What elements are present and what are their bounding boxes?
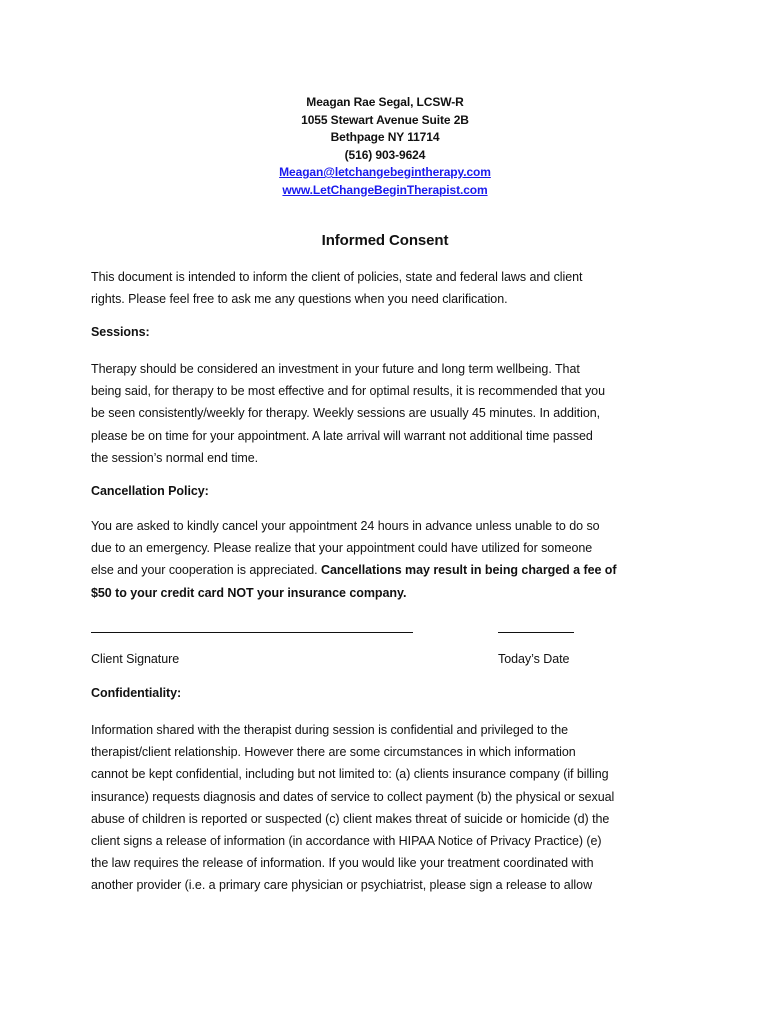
- confidentiality-line: client signs a release of information (in accordance with HIPAA Notice of Privacy Practice) (e): [91, 834, 602, 849]
- cancellation-text: else and your cooperation is appreciated.: [91, 563, 321, 578]
- letterhead: [0, 94, 770, 199]
- website-link[interactable]: www.LetChangeBeginTherapist.com: [282, 182, 488, 197]
- confidentiality-line: the law requires the release of information. If you would like your treatment coordinated with: [91, 856, 594, 871]
- cancellation-heading: Cancellation Policy:: [91, 484, 209, 498]
- cancellation-line: due to an emergency. Please realize that your appointment could have utilized for someone: [91, 541, 593, 556]
- city-address: Bethpage NY 11714: [330, 130, 440, 144]
- client-signature-label: Client Signature: [91, 652, 180, 666]
- document-title: Informed Consent: [321, 232, 449, 249]
- confidentiality-line: therapist/client relationship. However there are some circumstances in which information: [91, 745, 576, 760]
- confidentiality-line: cannot be kept confidential, including but not limited to: (a) clients insurance company (if billing: [91, 767, 609, 782]
- street-address: 1055 Stewart Avenue Suite 2B: [301, 112, 469, 127]
- sessions-line: being said, for therapy to be most effective and for optimal results, it is recommended that you: [91, 384, 605, 399]
- cancellation-fee-amount: $50 to your credit card NOT your insurance company.: [91, 585, 407, 600]
- confidentiality-line: another provider (i.e. a primary care physician or psychiatrist, please sign a release to allow: [91, 878, 593, 893]
- sessions-line: be seen consistently/weekly for therapy. Weekly sessions are usually 45 minutes. In addition,: [91, 406, 601, 421]
- confidentiality-line: abuse of children is reported or suspected (c) client makes threat of suicide or homicide (d) the: [91, 811, 610, 826]
- date-line[interactable]: [498, 632, 574, 633]
- sessions-line: please be on time for your appointment. A late arrival will warrant not additional time passed: [91, 428, 593, 443]
- confidentiality-heading: Confidentiality:: [91, 686, 182, 700]
- intro-line: This document is intended to inform the client of policies, state and federal laws and client: [91, 270, 583, 284]
- sessions-heading: Sessions:: [91, 325, 150, 339]
- cancellation-line: [91, 559, 691, 581]
- confidentiality-line: insurance) requests diagnosis and dates of service to collect payment (b) the physical or sexual: [91, 789, 615, 804]
- cancellation-fee-warning: Cancellations may result in being charged a fee of: [321, 563, 617, 578]
- cancellation-line: You are asked to kindly cancel your appointment 24 hours in advance unless unable to do so: [91, 519, 600, 533]
- date-label: Today’s Date: [498, 652, 570, 666]
- client-signature-line[interactable]: [91, 632, 413, 633]
- therapist-name: Meagan Rae Segal, LCSW-R: [306, 95, 464, 109]
- confidentiality-line: Information shared with the therapist during session is confidential and privileged to the: [91, 723, 569, 737]
- intro-paragraph: [91, 266, 691, 310]
- confidentiality-paragraph: [91, 719, 691, 897]
- cancellation-line: [91, 582, 691, 604]
- cancellation-paragraph: [91, 515, 691, 604]
- sessions-line: Therapy should be considered an investment in your future and long term wellbeing. That: [91, 362, 580, 376]
- sessions-line: the session’s normal end time.: [91, 450, 259, 465]
- email-link[interactable]: Meagan@letchangebegintherapy.com: [279, 165, 491, 179]
- intro-line: rights. Please feel free to ask me any questions when you need clarification.: [91, 292, 508, 307]
- phone-number: (516) 903-9624: [344, 147, 426, 162]
- sessions-paragraph: [91, 358, 691, 469]
